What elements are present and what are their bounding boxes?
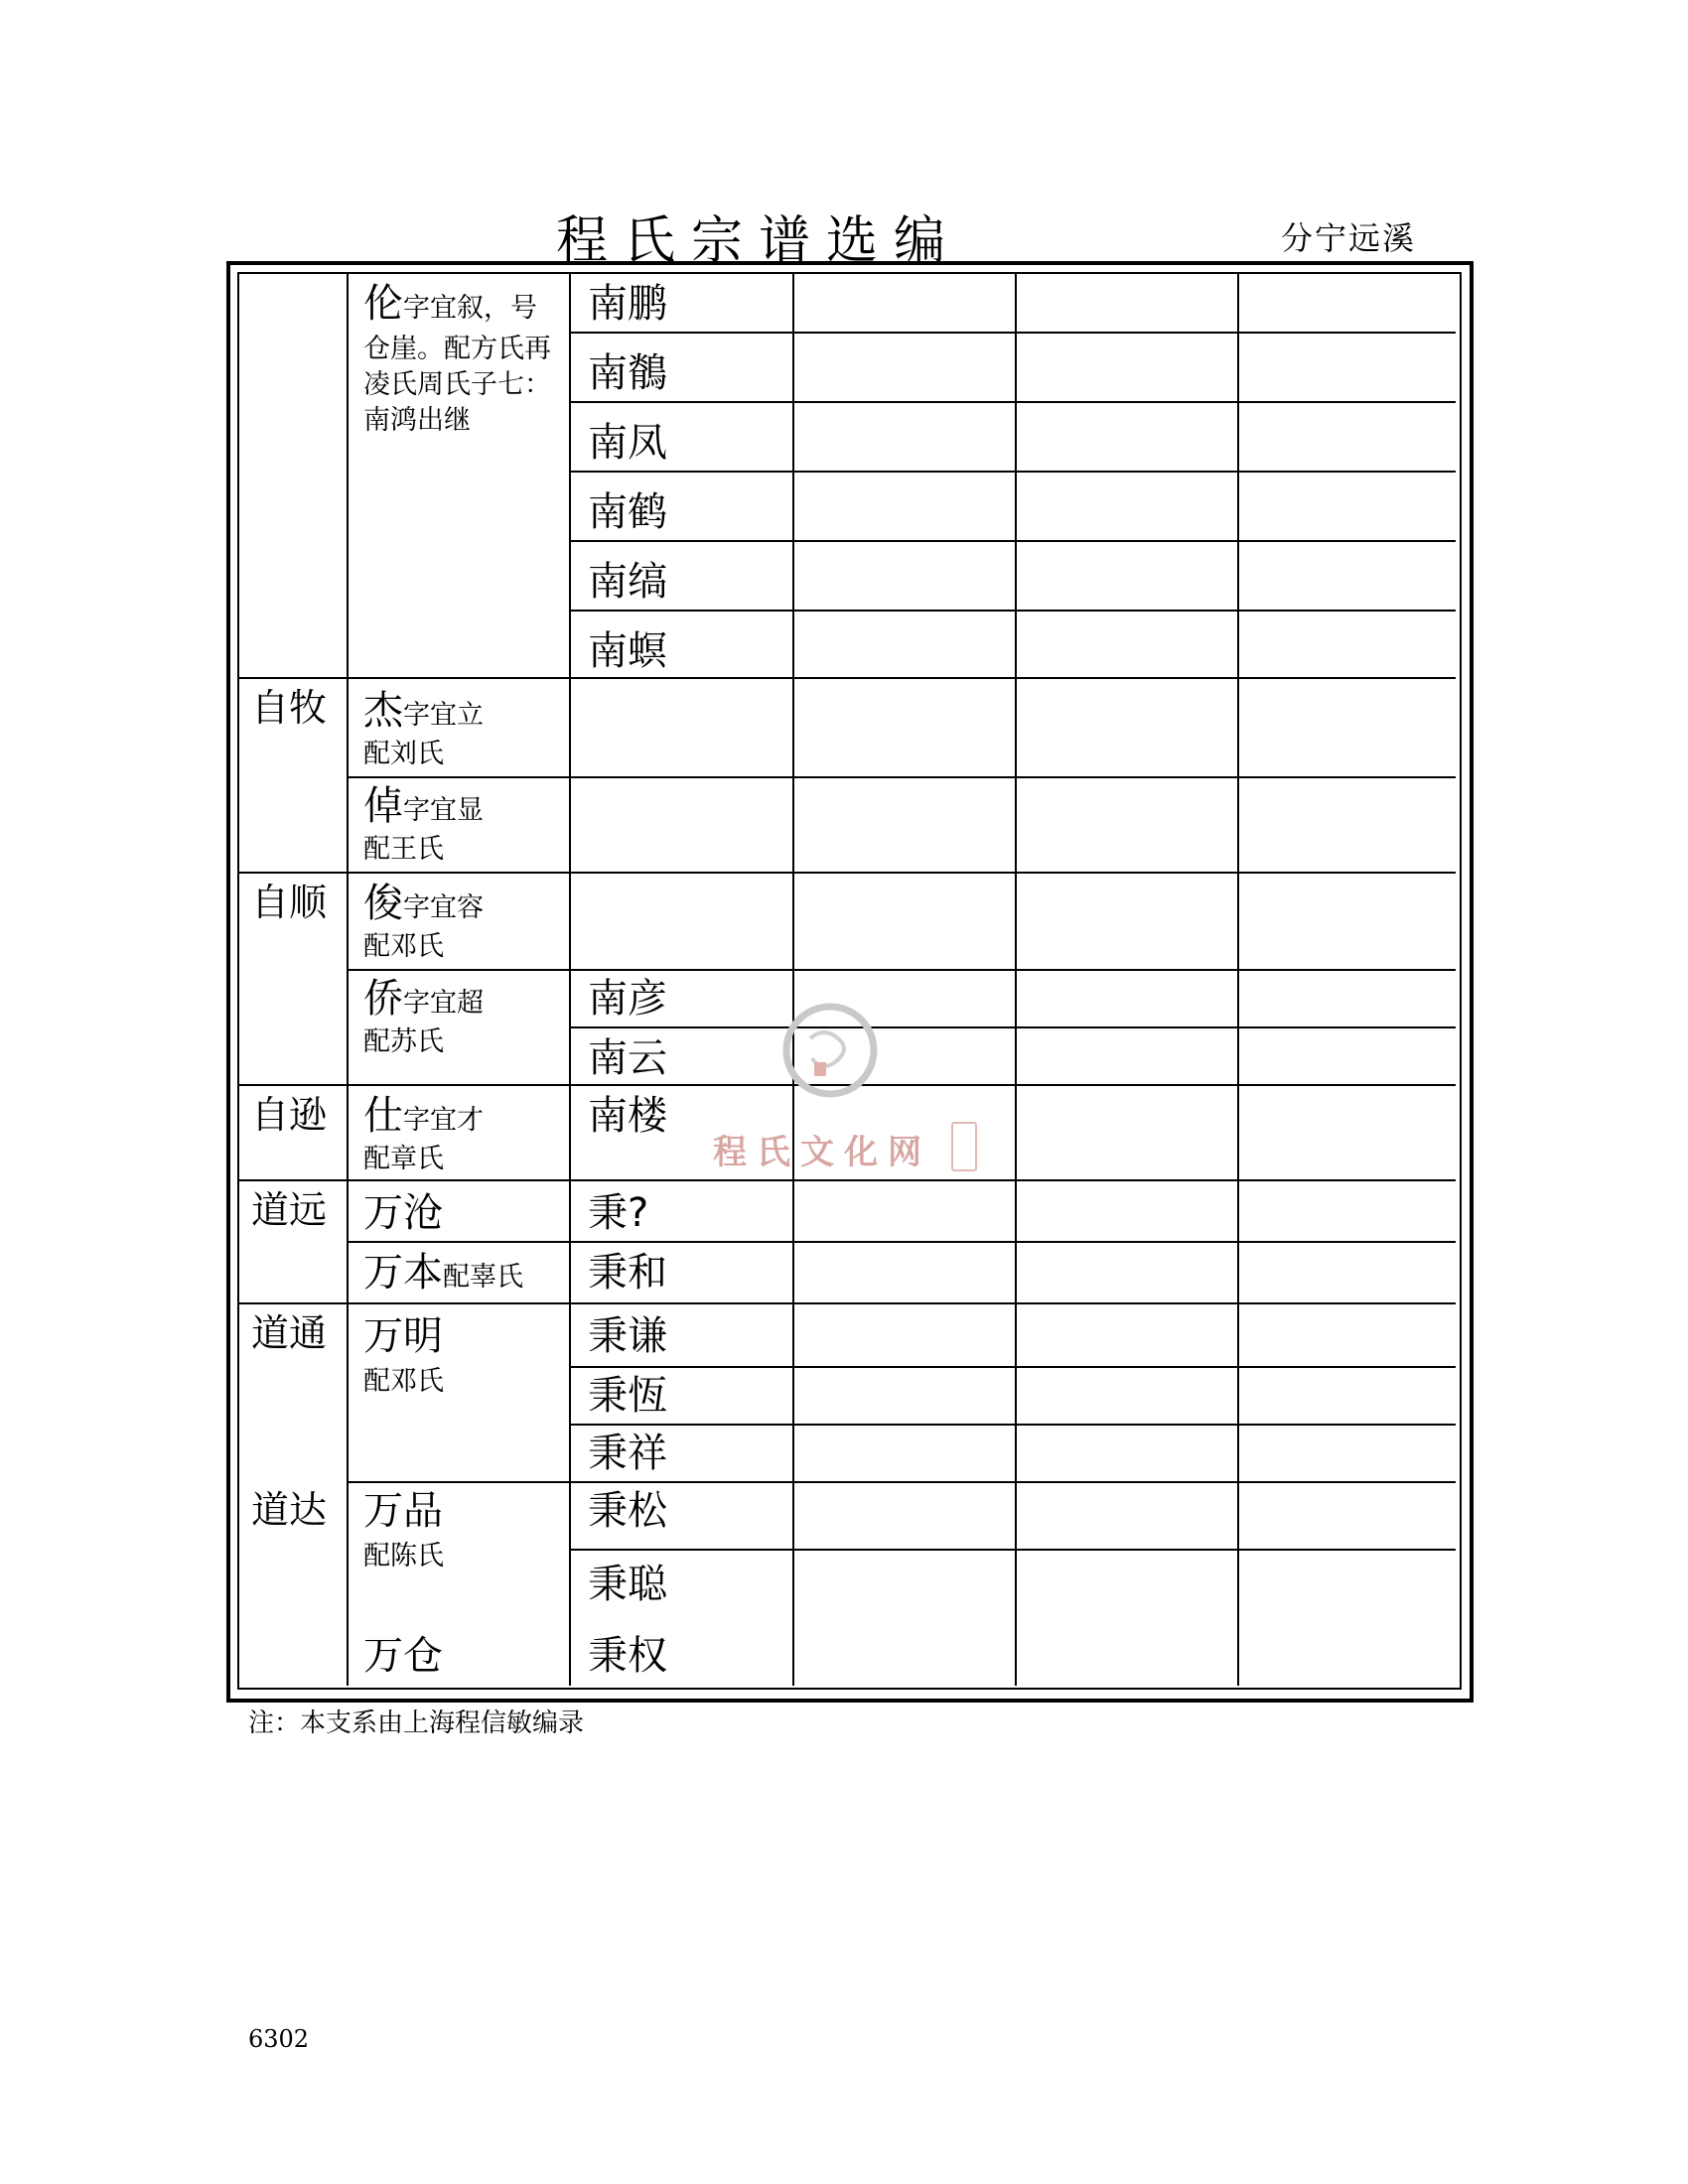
gen1-name: 自逊 [251, 1093, 328, 1137]
spouse-note: 配辜氏 [443, 1262, 523, 1293]
gen3-name: 南鹤 [588, 489, 667, 535]
gen1-name: 道远 [251, 1188, 328, 1232]
spouse-note: 配邓氏 [363, 931, 444, 962]
gen3-name: 南楼 [588, 1093, 667, 1139]
gen3-name: 南凤 [588, 420, 667, 466]
page-title: 程氏宗谱选编 [556, 211, 962, 271]
gen3-name: 秉? [588, 1190, 649, 1236]
son-divider [571, 471, 1456, 473]
gen2-entry [363, 976, 484, 1022]
page-number: 6302 [248, 2025, 310, 2053]
son-divider [571, 1549, 1456, 1551]
gen2-name: 倬 [363, 783, 403, 829]
spouse-note: 配刘氏 [363, 739, 444, 769]
gen2-entry [363, 881, 484, 926]
spouse-note: 配陈氏 [363, 1541, 444, 1571]
gen2-entry [363, 1190, 443, 1236]
gen2-name: 万本 [363, 1250, 443, 1296]
gen3-name: 秉和 [588, 1250, 667, 1296]
gen1-name: 自顺 [251, 881, 328, 924]
courtesy-name: 字宜超 [403, 988, 484, 1019]
child-divider [349, 969, 1456, 971]
courtesy-name: 字宜叙，号 [403, 293, 537, 324]
column-divider [347, 274, 349, 1686]
gen1-name: 自牧 [251, 686, 328, 730]
gen1-name: 道通 [251, 1311, 328, 1355]
group-divider [239, 1302, 1456, 1304]
gen3-name: 秉权 [588, 1633, 667, 1679]
watermark-seal-icon [951, 1122, 977, 1171]
note-line: 南鸿出继 [363, 405, 471, 436]
gen3-name: 南螟 [588, 628, 667, 674]
courtesy-name: 字宜容 [403, 892, 484, 923]
gen2-entry [363, 1250, 523, 1296]
gen2-name: 万仓 [363, 1633, 443, 1679]
watermark-logo-icon [780, 1001, 880, 1100]
column-divider [569, 274, 571, 1686]
group-divider [239, 677, 1456, 679]
son-divider [571, 610, 1456, 612]
gen2-name: 俊 [363, 881, 403, 926]
group-divider [239, 872, 1456, 874]
gen3-name: 南云 [588, 1035, 667, 1081]
son-divider [571, 332, 1456, 334]
gen2-entry [363, 1633, 443, 1679]
watermark-text: 程氏文化网 [713, 1133, 931, 1172]
gen3-name: 南鹏 [588, 281, 667, 327]
column-divider [792, 274, 794, 1686]
spouse-note: 配章氏 [363, 1144, 444, 1174]
gen3-name: 秉松 [588, 1488, 667, 1534]
gen3-name: 南缟 [588, 559, 667, 605]
gen1-name: 道达 [251, 1488, 328, 1532]
gen3-name: 南彦 [588, 976, 667, 1022]
gen2-name: 万品 [363, 1488, 443, 1534]
gen2-name: 万明 [363, 1313, 443, 1359]
footer-note: 注：本支系由上海程信敏编录 [248, 1708, 585, 1738]
gen2-name: 侨 [363, 976, 403, 1022]
gen2-entry [363, 688, 484, 734]
gen2-name: 仕 [363, 1093, 403, 1139]
son-divider [571, 1026, 1456, 1028]
gen3-name: 秉谦 [588, 1313, 667, 1359]
gen2-entry [363, 1313, 443, 1359]
child-divider [349, 776, 1456, 778]
son-divider [571, 1424, 1456, 1426]
gen3-name: 南鶺 [588, 350, 667, 396]
gen2-entry [363, 783, 484, 829]
child-divider [349, 1241, 1456, 1243]
gen2-entry [363, 1093, 484, 1139]
branch-subtitle: 分宁远溪 [1281, 219, 1417, 257]
group-divider [239, 1179, 1456, 1181]
gen3-name: 秉恆 [588, 1373, 667, 1419]
courtesy-name: 字宜才 [403, 1105, 484, 1136]
courtesy-name: 字宜立 [403, 700, 484, 731]
spouse-note: 配王氏 [363, 834, 444, 865]
gen3-name: 秉聪 [588, 1562, 667, 1607]
gen2-note [363, 332, 551, 439]
note-line: 仓崖。配方氏再 [363, 334, 551, 364]
column-divider [1237, 274, 1239, 1686]
gen2-entry [363, 1488, 443, 1534]
gen2-name: 万沧 [363, 1190, 443, 1236]
child-divider [349, 1481, 1456, 1483]
gen2-entry [363, 281, 537, 327]
son-divider [571, 540, 1456, 542]
spouse-note: 配苏氏 [363, 1026, 444, 1057]
column-divider [1015, 274, 1017, 1686]
courtesy-name: 字宜显 [403, 795, 484, 826]
son-divider [571, 401, 1456, 403]
son-divider [571, 1366, 1456, 1368]
gen2-name: 伦 [363, 281, 403, 327]
note-line: 凌氏周氏子七： [363, 369, 551, 400]
gen2-name: 杰 [363, 688, 403, 734]
gen3-name: 秉祥 [588, 1431, 667, 1476]
spouse-note: 配邓氏 [363, 1366, 444, 1397]
